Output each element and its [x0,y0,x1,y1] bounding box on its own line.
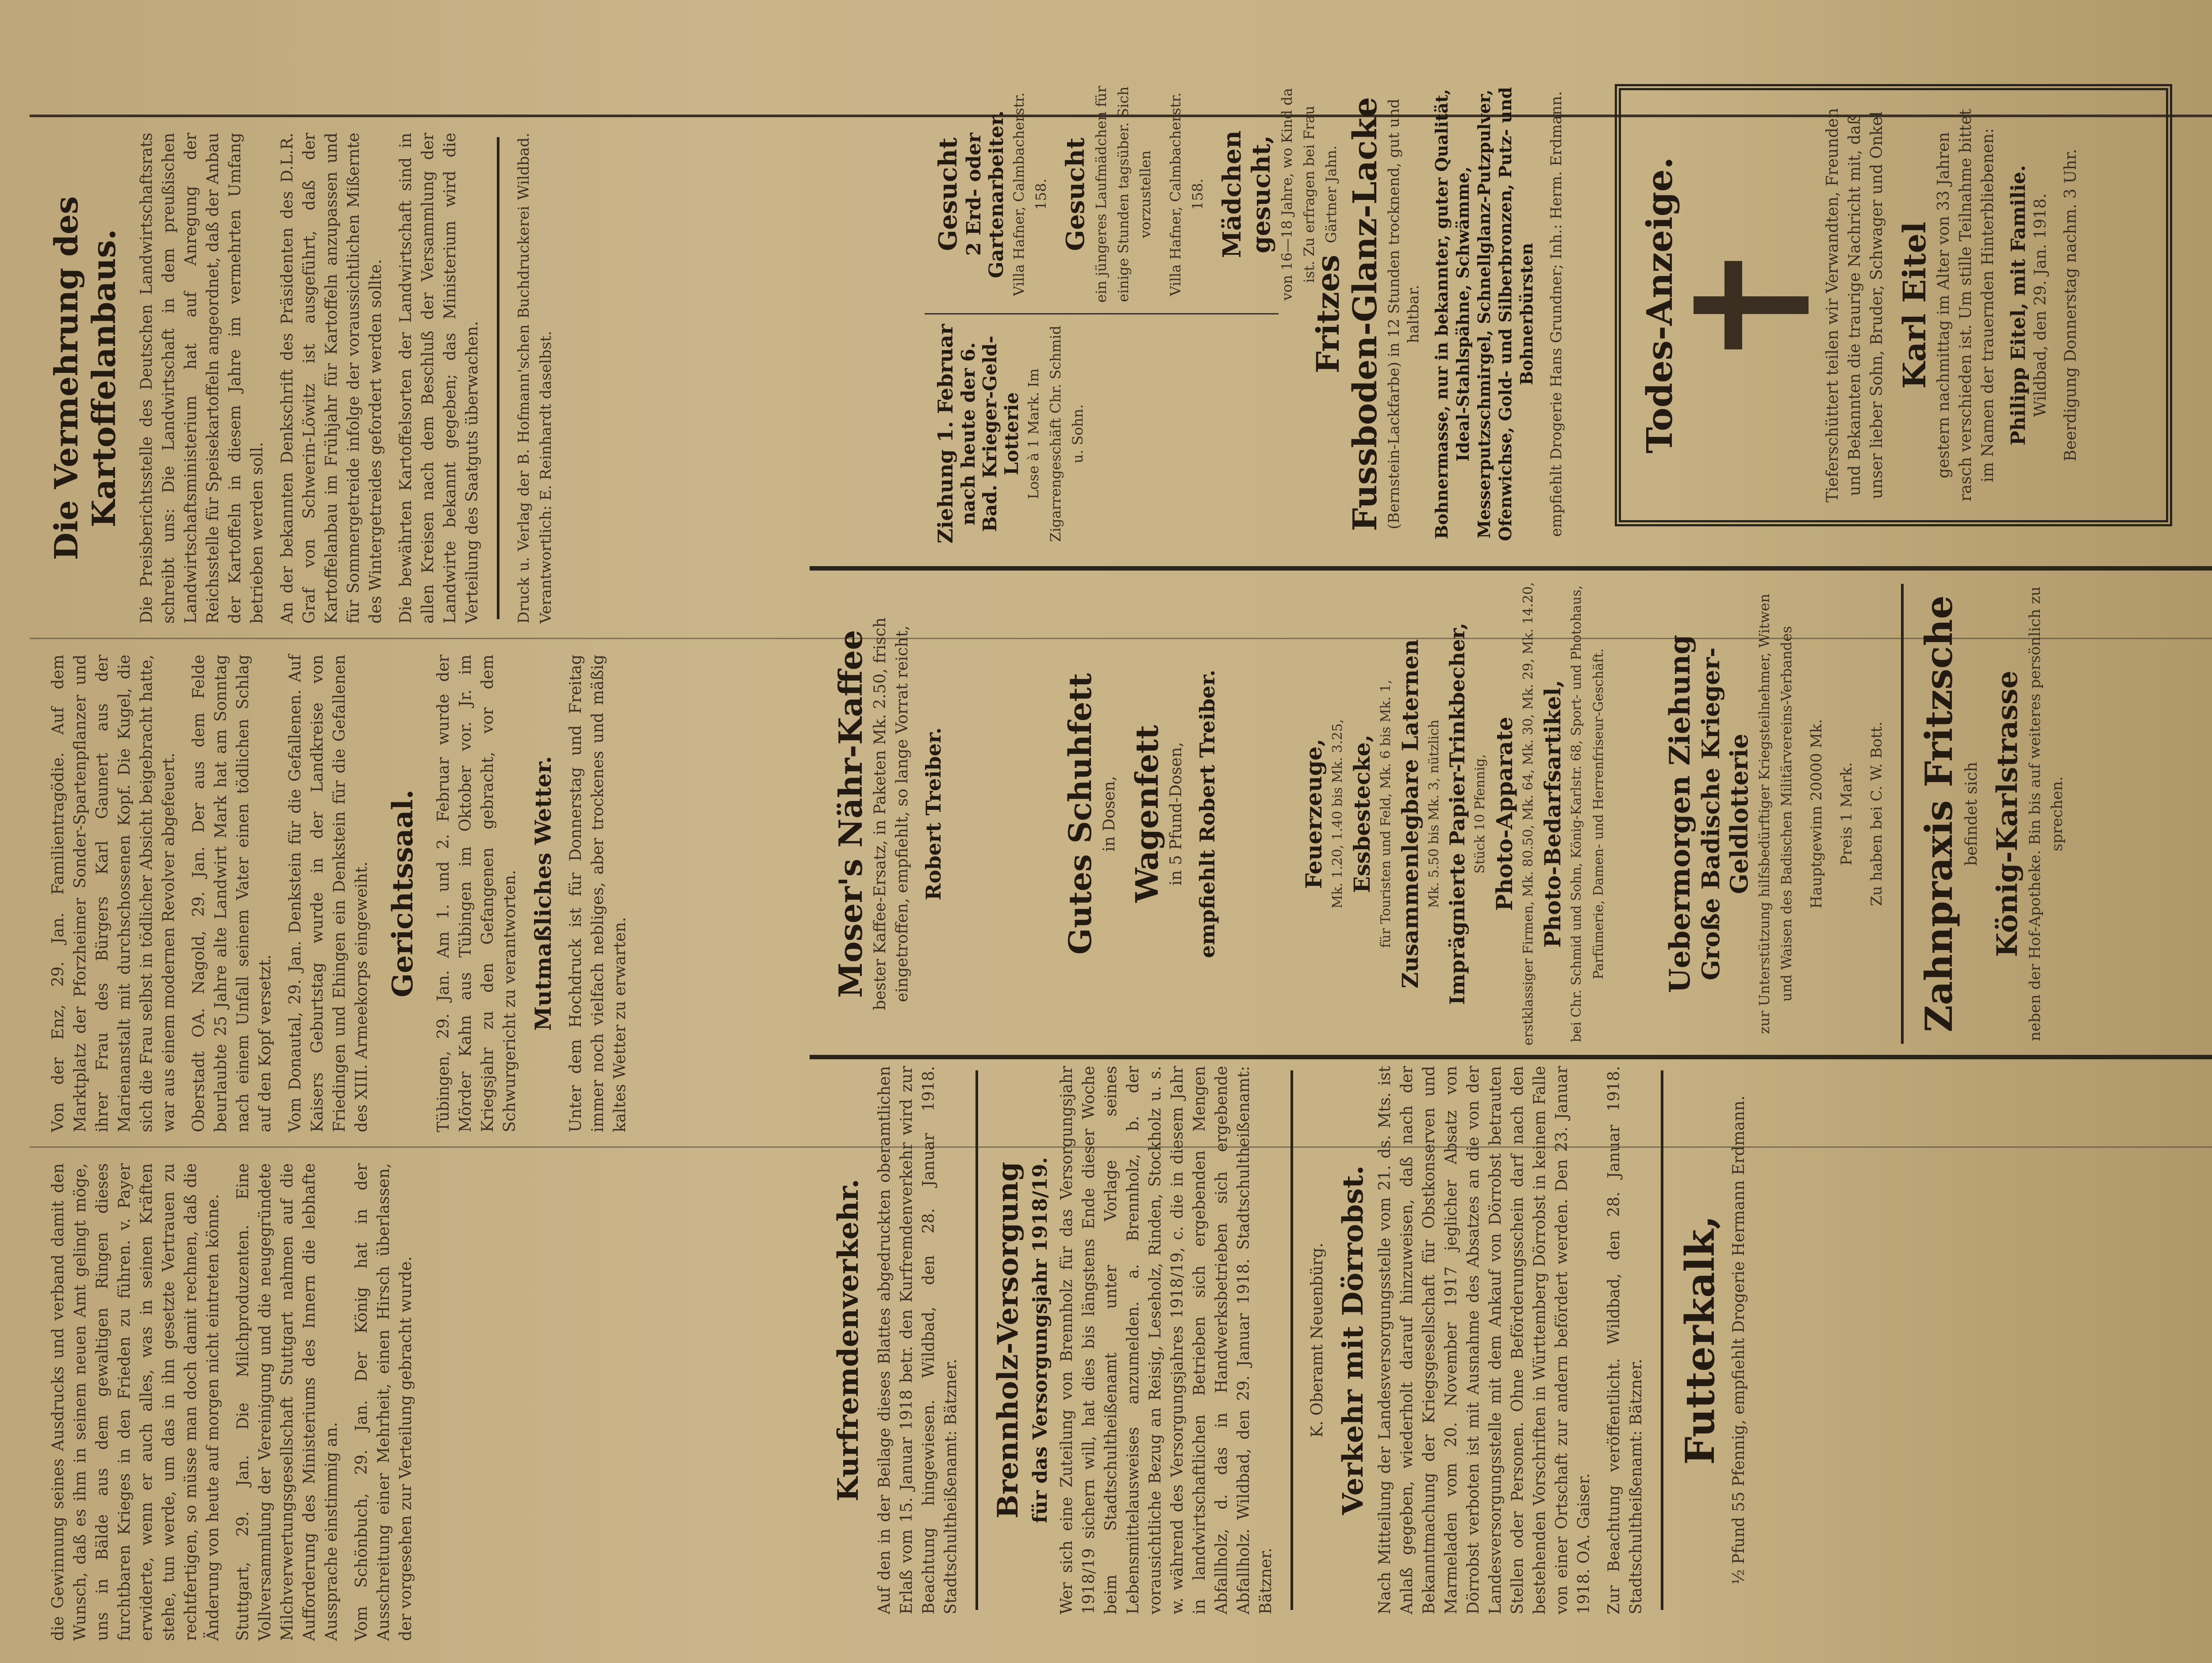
lottery-box [925,314,1279,553]
coffee-content [832,579,1035,1048]
ads-top-row [810,44,2212,566]
notice-kur-heading: Kurfremdenverkehr. [832,1179,865,1502]
notice-dorrobst-heading: Verkehr mit Dörrobst. [1336,1165,1370,1515]
girl-title: Mädchen gesucht, [1217,130,1276,258]
fritzes-big: Fussboden-Glanz-Lacke [1346,97,1384,531]
shoe-text2: in 5 Pfund-Dosen, [1167,742,1185,886]
coffee-seller: Robert Treiber. [922,727,945,900]
dentist-text2: neben der Hof-Apotheke. Bin bis auf weiteres persönlich zu sprechen. [2026,586,2066,1042]
shop-line4: Stück 10 Pfennig, [1472,754,1488,874]
col2-paragraph: Oberstadt OA. Nagold, 29. Jan. Der aus dem Felde beurlaubte 25 Jahre alte Landwirt Mark hat am Sonntag nach einem Unfall seinem Vater einen tödlichen Schlag auf den Kopf versetzt. [190,655,274,1132]
notice-kur-text: Auf den in der Beilage dieses Blattes abgedruckten oberamtlichen Erlaß vom 15. Januar 1918 betr. den Kurfremdenverkehr wird zur Beachtung hingewiesen. Wildbad, den 28. Januar 1918. Stadtschultheißenamt: Bätzner. [876,1066,960,1614]
rule [1901,584,1904,1044]
rule [497,137,499,619]
death-burial: Beerdigung Donnerstag nachm. 3 Uhr. [2062,149,2080,462]
dentist-title: Zahnpraxis Fritzsche [1917,595,1961,1032]
shop-title3: Zusammenlegbare Laternen [1397,639,1423,989]
col1-paragraph: Stuttgart, 29. Jan. Die Milchproduzenten. Eine Vollversammlung der Vereinigung und die neugegründete Milchverwertungsgesellschaft Stuttgart nahmen auf die Aufforderung des Ministeriums des Innern die lebhafte Aussprache einstimmig an. [234,1163,341,1641]
death-place: Wildbad, den 29. Jan. 1918. [2032,193,2050,417]
notices-row [810,1061,2212,1619]
notice-holz-heading: Brennholz-Versorgung [991,1161,1025,1519]
notice-holz-subheading: für das Versorgungsjahr 1918/19. [1029,1157,1052,1523]
wanted2-title: Gesucht [1061,138,1090,251]
rule [975,1070,978,1610]
col3-paragraph: Die Preisberichtsstelle des Deutschen Landwirtschaftsrats schreibt uns: Die Landwirtschaft in dem preußischen Landwirtschaftsministerium hat auf Anregung der Reichsstelle für Speisekartoffeln angeordnet, daß der Anbau der Kartoffeln in diesem Jahre im vermehrten Umfang betrieben werden soll. [138,133,266,624]
col2-paragraph: Von der Enz, 29. Jan. Familientragödie. Auf dem Marktplatz der Pforzheimer Sonder-Spartenpflanzer und ihrer Frau des Bürgers Karl Gaunert aus der Marienanstalt mit durchschossenen Kopf. Die Kugel, die sich die Frau selbst in tödlicher Absicht beigebracht hatte, war aus einem modernen Revolver abgefeuert. [49,655,178,1132]
col3-paragraph: Die bewährten Kartoffelsorten der Landwirtschaft sind in allen Kreisen nach dem Beschluß der Versammlung der Landwirte bekannt gegeben; das Ministerium wird die Verteilung des Saatguts überwachen. [397,133,481,624]
lotto-win: Hauptgewinn 20000 Mk. [1808,719,1825,909]
col1-paragraph: die Gewinnung seines Ausdrucks und verband damit den Wunsch, daß es ihm in seinem neuen Amt gelingt möge, uns in Bälde aus dem gewaltigen Ringen dieses furchtbaren Krieges in den Frieden zu führen. v. Payer erwiderte, wenn er auch alles, was in seinen Kräften stehe, tun werde, um das in ihn gesetzte Vertrauen zu rechtfertigen, so müsse man doch damit rechnen, daß die Änderung von heute auf morgen nicht eintreten könne. [49,1163,222,1641]
ads-middle-row [810,575,2212,1053]
death-name: Karl Eitel [1896,222,1933,389]
lottery-sub: nach heute der 6. Bad. Krieger-Geld-Lotterie [957,335,1022,532]
death-title: Todes-Anzeige. [1639,157,1680,454]
rule [1661,1070,1663,1610]
wanted2-text: ein jüngeres Laufmädchen für einige Stunden tagsüber. Sich vorzustellen [1093,86,1154,303]
fritzes-sub: (Bernstein-Lackfarbe) in 12 Stunden trocknend, gut und haltbar. [1385,99,1422,529]
section-rule [810,1055,2212,1059]
coffee-ad [827,575,1040,1053]
shop-line2: für Touristen und Feld, Mk. 6 bis Mk. 1, [1378,679,1394,948]
section-rule [810,566,2212,571]
coffee-text: bester Kaffee-Ersatz, in Paketen Mk. 2.50, frisch eingetroffen, empfiehlt, so lange Vorrat reicht, [871,617,911,1010]
fritzes-seller: empfiehlt Drogerie Hans Grundner; Inh.: Herm. Erdmann. [1548,91,1565,537]
notice-dorrobst-text: Nach Mitteilung der Landesversorgungsstelle vom 21. ds. Mts. ist Anlaß gegeben, wiederholt darauf hinzuweisen, daß nach der Bekanntmachung der Kriegsgesellschaft für Obstkonserven und Marmeladen vom 20. November 1917 jeglicher Absatz von Dörrobst verboten ist mit Ausnahme des Absatzes an die von der Landesversorgungsstelle mit dem Ankauf von Dörrobst betrauten Stellen oder Personen. Ohne Beförderungsschein darf nach den bestehenden Vorschriften in Württemberg Dörrobst in keinem Falle von einer Ortschaft zur andern befördert werden. Den 23. Januar 1918. OA. Gaiser. [1376,1066,1593,1614]
coffee-title: Moser's Nähr-Kaffee [832,629,869,998]
shoe-title2: Wagenfett [1129,725,1165,903]
notice-oberamt: K. Oberamt Neuenbürg. [1308,1242,1326,1438]
rule [1290,1070,1293,1610]
notices-content [823,1066,2212,1614]
wanted1-title: Gesucht [933,138,963,251]
fritzes-ad [1305,71,1588,557]
death-notice-box [1615,84,2172,526]
lottery2-content [1663,579,2185,1048]
futterkalk-text: ½ Pfund 55 Pfennig, empfiehlt Drogerie Hermann Erdmann. [1730,1096,1748,1585]
shop-line5: erstklassiger Firmen, Mk. 80.50, Mk. 64, Mk. 30, Mk. 29, Mk. 14.20, [1521,582,1536,1046]
imprint: Druck u. Verlag der B. Hofmann'schen Buchdruckerei Wildbad. Verantwortlich: E. Reinhardt daselbst. [515,133,555,624]
shop-content [1301,579,1637,1048]
weather-text: Unter dem Hochdruck ist für Donnerstag und Freitag immer noch vielfach nebliges, aber trockenes und mäßig kaltes Wetter zu erwarten. [567,655,629,1132]
girl-text: von 16—18 Jahre, wo Kind da ist. Zu erfragen bei Frau Gärtner Jahn. [1279,88,1340,301]
court-text: Tübingen, 29. Jan. Am 1. und 2. Februar wurde der Mörder Kahn aus Tübingen im Oktober vor. Jr. im Kriegsjahr zu den Gefangenen gebracht, vor dem Schwurgericht zu verantworten. [434,655,519,1132]
shop-title5: Photo-Apparate [1491,717,1517,911]
wanted2-addr: Villa Hafner, Calmbacherstr. 158. [1167,92,1206,296]
cross-icon [1694,248,1809,363]
shoe-seller: empfiehlt Robert Treiber. [1195,669,1219,958]
shop-title6: Photo-Bedarfsartikel, [1540,680,1566,948]
shop-title2: Essbestecke, [1349,734,1375,893]
col2-paragraph: Vom Donautal, 29. Jan. Denkstein für die Gefallenen. Auf Kaisers Geburtstag wurde in der Landkreise von Friedingen und Ehingen ein Denkstein für die Gefallenen des XIII. Armeekorps eingeweiht. [286,655,371,1132]
shop-title: Feuerzeuge, [1301,739,1327,889]
weather-heading: Mutmaßliches Wetter. [530,756,556,1031]
shoe-title: Gutes Schuhfett [1062,673,1098,955]
lotto-text: zur Unterstützung hilfsbedürftiger Kriegsteilnehmer, Witwen und Waisen des Badischen Militärvereins-Verbandes [1756,594,1795,1034]
shop-title4: Imprägnierte Papier-Trinkbecher, [1445,622,1469,1005]
notice-holz-text: Wer sich eine Zuteilung von Brennholz für das Versorgungsjahr 1918/19 sichern will, hat dies bis längstens Ende dieser Woche beim Stadtschultheißenamt unter Vorlage seines Lebensmittelausweises anzumelden. a. Brennholz, b. der vorausichtliche Bezug an Reisig, Leseholz, Rinden, Stockholz u. s. w. während des Versorgungsjahres 1918/19, c. die in diesem Jahr in landwirtschaftlichen Betrieben sich ergebenden Mengen Abfallholz, d. das in Handwerksbetrieben sich ergebende Abfallholz. Wildbad, den 29. Januar 1918. Stadtschultheißenamt: Bätzner. [1058,1066,1275,1614]
shoe-text: in Dosen, [1100,776,1118,852]
dentist-text: befindet sich [1962,762,1981,866]
wanted1-addr: Villa Hafner, Calmbacherstr. 158. [1010,92,1049,296]
shop-line3: Mk. 5.50 bis Mk. 3, nützlich [1426,720,1442,908]
shoe-content [1062,579,1274,1048]
court-heading: Gerichtssaal. [386,789,419,998]
wanted1-text: 2 Erd- oder Gartenarbeiter. [963,110,1008,279]
shoe-ad [1057,575,1279,1053]
wanted-box [925,75,1340,314]
dentist-street: König-Karlstrasse [1991,671,2024,957]
lotto-title: Uebermorgen Ziehung [1663,634,1697,993]
col3-paragraph: An der bekannten Denkschrift des Präsidenten des D.L.R. Graf von Schwerin-Löwitz ist ausgeführt, daß der Kartoffelanbau im Frühjahr für Kartoffeln anzupassen und für Sommergetreide infolge der voraussichtlichen Mißernte des Wintergetreides gefordert werden sollte. [278,133,385,624]
lottery-text: Lose à 1 Mark. Im Zigarrengeschäft Chr. Schmid u. Sohn. [1025,326,1086,542]
shop-seller: bei Chr. Schmid und Sohn, König-Karlstr. 68, Sport- und Photohaus, Parfümerie, Damen- und Herrenfriseur-Geschäft. [1569,585,1606,1042]
lottery2-and-dentist [1659,575,2190,1053]
notice-beachtung: Zur Beachtung veröffentlicht. Wildbad, den 28. Januar 1918. Stadtschultheißenamt: Bätzner. [1605,1066,1645,1614]
lotto-big: Große Badische Krieger-Geldlotterie [1697,647,1753,981]
lotto-seller: Zu haben bei C. W. Bott. [1868,721,1886,906]
shop-line1: Mk. 1.20, 1.40 bis Mk. 3.25, [1330,719,1345,909]
lotto-price: Preis 1 Mark. [1838,762,1855,866]
futterkalk-heading: Futterkalk, [1677,1215,1724,1465]
fritzes-items: Bohnermasse, nur in bekannter, guter Qualität, Ideal-Stahlspähne, Schwämme, Messerputzschmirgel, Schnellglanz-Putzpulver, Ofenwichse, Gold- und Silberbronzen, Putz- und Bohnerbürsten [1432,87,1536,541]
death-text: Tieferschüttert teilen wir Verwandten, Freunden und Bekannten die traurige Nachricht mit, daß unser lieber Sohn, Bruder, Schwager und Onkel [1824,108,1886,502]
article-heading: Die Vermehrung des Kartoffelanbaus. [47,196,123,560]
death-notice [1606,71,2181,540]
lottery-title: Ziehung 1. Februar [933,324,957,544]
ads-area [810,44,2212,1619]
shop-ad [1296,575,1641,1053]
col1-paragraph: Vom Schönbuch, 29. Jan. Der König hat in der Ausschreitung einer Mehrheit, einen Hirsch überlassen, der vorgesehen zur Verteilung gebracht wurde. [353,1163,415,1641]
death-signed: Philipp Eitel, mit Familie. [2007,165,2030,446]
fritzes-title: Fritzes [1310,255,1346,373]
fritzes-content [1310,75,1584,553]
death-text2: gestern nachmittag im Alter von 33 Jahren rasch verschieden ist. Um stille Teilnahme bittet im Namen der trauernden Hinterbliebenen: [1935,109,1997,502]
